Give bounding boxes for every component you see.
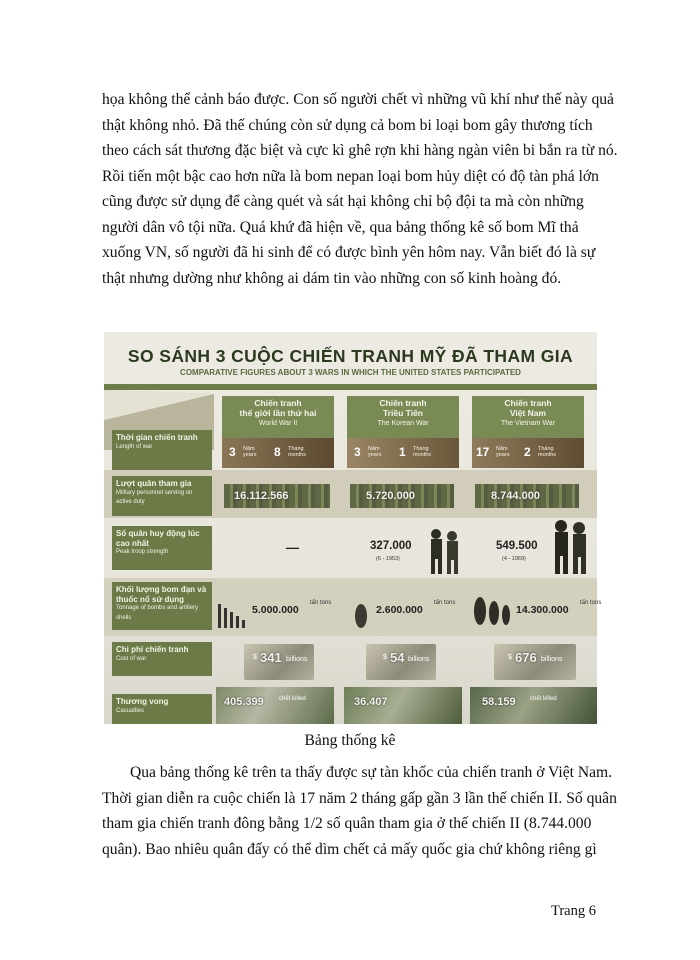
row-label-casualties bbox=[112, 694, 212, 724]
length-months: 1 bbox=[399, 445, 406, 459]
column-header-vi1: Chiến tranh bbox=[379, 398, 427, 408]
row-label-personnel bbox=[112, 476, 212, 516]
tonnage-value: 2.600.000 bbox=[376, 604, 423, 616]
peak-value: — bbox=[286, 540, 299, 555]
row-label-en: Casualties bbox=[116, 707, 145, 714]
length-years: 3 bbox=[354, 445, 361, 459]
bomb-icon bbox=[349, 602, 373, 630]
personnel-value: 8.744.000 bbox=[491, 490, 540, 502]
row-label-en: Tonnage of bombs and artillery shells bbox=[116, 605, 199, 621]
row-label-vi: Lượt quân tham gia bbox=[116, 479, 192, 488]
poster-title: SO SÁNH 3 CUỘC CHIẾN TRANH MỸ ĐÃ THAM GIA bbox=[127, 346, 574, 366]
casualties-unit: chết killed bbox=[279, 696, 306, 702]
cost-value: 54 bbox=[390, 650, 405, 665]
personnel-value: 5.720.000 bbox=[366, 490, 415, 502]
row-label-en: Peak troop strength bbox=[116, 549, 169, 555]
text-line: Qua bảng thống kê trên ta thấy được sự tàn khốc của chiến tranh ở Việt Nam. bbox=[130, 764, 613, 781]
length-years-label: Năm years bbox=[496, 446, 510, 458]
text-line: người dân vô tội nữa. Quá khứ đã hiện về, qua bảng thống kê số bom Mĩ thả bbox=[102, 218, 579, 236]
row-label-en: Military personnel serving on active duty bbox=[116, 489, 193, 505]
casualties-unit: chết killed bbox=[530, 696, 557, 702]
cost-prefix: $ bbox=[383, 654, 387, 661]
page-number: Trang 6 bbox=[551, 903, 596, 919]
text-line: Rồi tiến một bậc cao hơn nữa là bom nepan loại bom hủy diệt có độ tàn phá lớn bbox=[102, 167, 599, 185]
peak-period: (6 - 1953) bbox=[376, 556, 400, 562]
row-label-en: Cost of war bbox=[116, 655, 147, 662]
row-label-cost bbox=[112, 642, 212, 676]
text-line: theo cách sát thương đặc biệt và cực kì ghê rợn khi hàng ngàn viên bi bắn ra từ nó. bbox=[102, 142, 618, 159]
length-years: 17 bbox=[476, 445, 490, 459]
length-months: 8 bbox=[274, 445, 281, 459]
tonnage-unit: tấn tons bbox=[434, 600, 456, 606]
length-years-label: Năm years bbox=[368, 446, 382, 458]
column-header-vi2: Việt Nam bbox=[509, 408, 547, 418]
text-line: thật không nhỏ. Đã thế chúng còn sử dụng cả bom bi loại bom gây thương tích bbox=[102, 116, 593, 134]
column-header-vi1: Chiến tranh bbox=[254, 398, 302, 408]
cost-value: 341 bbox=[260, 650, 282, 665]
length-years-label: Năm years bbox=[243, 446, 257, 458]
cost-unit: billions bbox=[541, 656, 563, 663]
column-header-en: The Korean War bbox=[377, 420, 429, 427]
tonnage-unit: tấn tons bbox=[310, 600, 332, 606]
peak-value: 327.000 bbox=[370, 540, 412, 552]
cost-unit: billions bbox=[408, 656, 430, 663]
text-line: cũng được sử dụng để càng quét và sát hại không chỉ bộ đội ta mà còn những bbox=[102, 193, 584, 210]
bomb-icon bbox=[472, 594, 516, 628]
row-label-en: Length of war bbox=[116, 443, 153, 450]
tonnage-value: 14.300.000 bbox=[516, 604, 569, 616]
column-header-vi2: Triều Tiên bbox=[383, 408, 423, 418]
cost-prefix: $ bbox=[253, 654, 257, 661]
column-header-vi1: Chiến tranh bbox=[504, 398, 552, 408]
bomb-icon bbox=[216, 594, 246, 628]
column-header-ww2 bbox=[222, 396, 334, 438]
peak-period: (4 - 1969) bbox=[502, 556, 526, 562]
peak-value: 549.500 bbox=[496, 540, 538, 552]
column-header-vietnam bbox=[472, 396, 584, 438]
personnel-value: 16.112.566 bbox=[234, 490, 289, 502]
casualties-value: 405.399 bbox=[224, 696, 264, 708]
poster-subtitle: COMPARATIVE FIGURES ABOUT 3 WARS IN WHICH THE UNITED STATES PARTICIPATED bbox=[180, 368, 521, 377]
soldier-silhouette-icon bbox=[422, 528, 462, 574]
length-months-label: Tháng months bbox=[538, 446, 557, 458]
text-line: thật nhưng dường như không ai dám tin vào những con số kinh hoàng đó. bbox=[102, 269, 562, 287]
length-years: 3 bbox=[229, 445, 236, 459]
text-line: tham gia chiến tranh đông bằng 1/2 số quân tham gia ở thế chiến II (8.744.000 bbox=[102, 815, 592, 832]
cost-prefix: $ bbox=[508, 654, 512, 661]
row-label-peak bbox=[112, 526, 212, 570]
length-months-label: Tháng months bbox=[413, 446, 432, 458]
row-label-vi: Thương vong bbox=[116, 697, 169, 706]
row-label-vi: Thời gian chiến tranh bbox=[116, 433, 198, 442]
soldier-silhouette-icon bbox=[549, 518, 593, 574]
tonnage-value: 5.000.000 bbox=[252, 604, 299, 616]
figure-caption: Bảng thống kê bbox=[304, 732, 396, 749]
row-label-vi: Số quân huy động lúc cao nhất bbox=[116, 529, 200, 548]
paragraph-2 bbox=[102, 760, 617, 862]
row-label-vi: Chi phí chiến tranh bbox=[116, 645, 189, 654]
row-label-length bbox=[112, 430, 212, 470]
text-line: xuống VN, số người đã hi sinh để có được bình yên hôm nay. Vẫn biết đó là sự bbox=[102, 244, 596, 261]
length-months: 2 bbox=[524, 445, 531, 459]
column-header-korea bbox=[347, 396, 459, 438]
row-label-tonnage bbox=[112, 582, 212, 630]
casualties-value: 36.407 bbox=[354, 696, 388, 708]
text-line: quân). Bao nhiêu quân đấy có thể dìm chết cả mấy quốc gia chứ không riêng gì bbox=[102, 840, 597, 858]
casualties-value: 58.159 bbox=[482, 696, 516, 708]
cost-value: 676 bbox=[515, 650, 537, 665]
column-header-en: World War II bbox=[258, 420, 298, 427]
length-months-label: Tháng months bbox=[288, 446, 307, 458]
cost-unit: billions bbox=[286, 656, 308, 663]
paragraph-1 bbox=[102, 87, 618, 291]
tonnage-unit: tấn tons bbox=[580, 600, 602, 606]
column-header-vi2: thế giới lần thứ hai bbox=[239, 408, 317, 418]
poster-photo bbox=[104, 332, 602, 724]
text-line: họa không thể cảnh báo được. Con số người chết vì những vũ khí như thế này quả bbox=[102, 91, 614, 108]
row-label-vi: Khối lượng bom đạn và thuốc nổ sử dụng bbox=[116, 585, 207, 604]
text-line: Thời gian diễn ra cuộc chiến là 17 năm 2 tháng gấp gần 3 lần thế chiến II. Số quân bbox=[102, 789, 617, 807]
column-header-en: The Vietnam War bbox=[500, 420, 556, 427]
